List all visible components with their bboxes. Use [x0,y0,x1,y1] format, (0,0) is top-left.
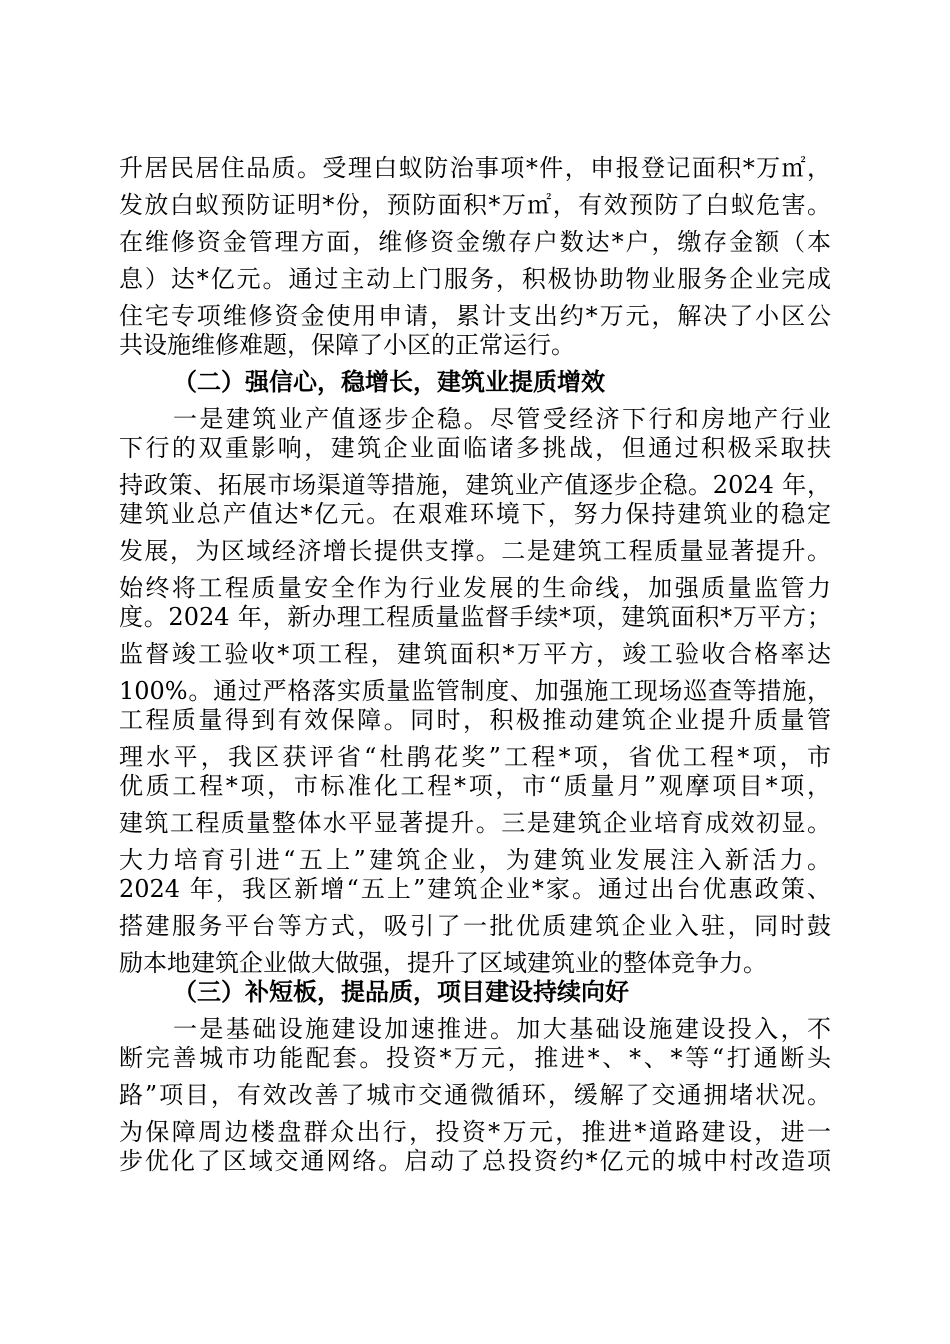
body-text-line: 发展，为区域经济增长提供支撑。二是建筑工程质量显著提升。 [119,537,831,565]
body-text-line: 理水平，我区获评省“杜鹃花奖”工程*项，省优工程*项，市 [119,743,831,771]
body-text-line: 持政策、拓展市场渠道等措施，建筑业产值逐步企稳。2024 年， [119,471,831,499]
body-text-line: 升居民居住品质。受理白蚁防治事项*件，申报登记面积*万㎡， [119,154,831,182]
body-text-line: 励本地建筑企业做大做强，提升了区域建筑业的整体竞争力。 [119,949,767,977]
body-text-line: 100%。通过严格落实质量监管制度、加强施工现场巡查等措施， [119,677,831,705]
body-text-line: 始终将工程质量安全作为行业发展的生命线，加强质量监管力 [119,574,831,602]
body-text-line: 下行的双重影响，建筑企业面临诸多挑战，但通过积极采取扶 [119,434,831,462]
section-heading: （二）强信心，稳增长，建筑业提质增效 [173,367,605,396]
paragraph-first-line: 一是建筑业产值逐步企稳。尽管受经济下行和房地产行业 [173,405,831,433]
body-text-line: 断完善城市功能配套。投资*万元，推进*、*、*等“打通断头 [119,1044,831,1072]
body-text-line: 2024 年，我区新增“五上”建筑企业*家。通过出台优惠政策、 [119,875,831,903]
body-text-line: 建筑业总产值达*亿元。在艰难环境下，努力保持建筑业的稳定 [119,500,831,528]
section-heading: （三）补短板，提品质，项目建设持续向好 [173,977,629,1006]
body-text-line: 在维修资金管理方面，维修资金缴存户数达*户，缴存金额（本 [119,228,831,256]
body-text-line: 住宅专项维修资金使用申请，累计支出约*万元，解决了小区公 [119,302,831,330]
paragraph-first-line: 一是基础设施建设加速推进。加大基础设施建设投入，不 [173,1015,831,1043]
body-text-line: 建筑工程质量整体水平显著提升。三是建筑企业培育成效初显。 [119,809,831,837]
body-text-line: 工程质量得到有效保障。同时，积极推动建筑企业提升质量管 [119,706,831,734]
body-text-line: 息）达*亿元。通过主动上门服务，积极协助物业服务企业完成 [119,265,831,293]
body-text-line: 为保障周边楼盘群众出行，投资*万元，推进*道路建设，进一 [119,1118,831,1146]
body-text-line: 路”项目，有效改善了城市交通微循环，缓解了交通拥堵状况。 [119,1081,831,1109]
body-text-line: 优质工程*项，市标准化工程*项，市“质量月”观摩项目*项， [119,772,831,800]
body-text-line: 度。2024 年，新办理工程质量监督手续*项，建筑面积*万平方； [119,603,831,631]
body-text-line: 监督竣工验收*项工程，建筑面积*万平方，竣工验收合格率达 [119,640,831,668]
body-text-line: 发放白蚁预防证明*份，预防面积*万㎡，有效预防了白蚁危害。 [119,191,831,219]
body-text-line: 共设施维修难题，保障了小区的正常运行。 [119,331,575,359]
body-text-line: 步优化了区域交通网络。启动了总投资约*亿元的城中村改造项 [119,1147,831,1175]
body-text-line: 搭建服务平台等方式，吸引了一批优质建筑企业入驻，同时鼓 [119,912,831,940]
body-text-line: 大力培育引进“五上”建筑企业，为建筑业发展注入新活力。 [119,846,831,874]
